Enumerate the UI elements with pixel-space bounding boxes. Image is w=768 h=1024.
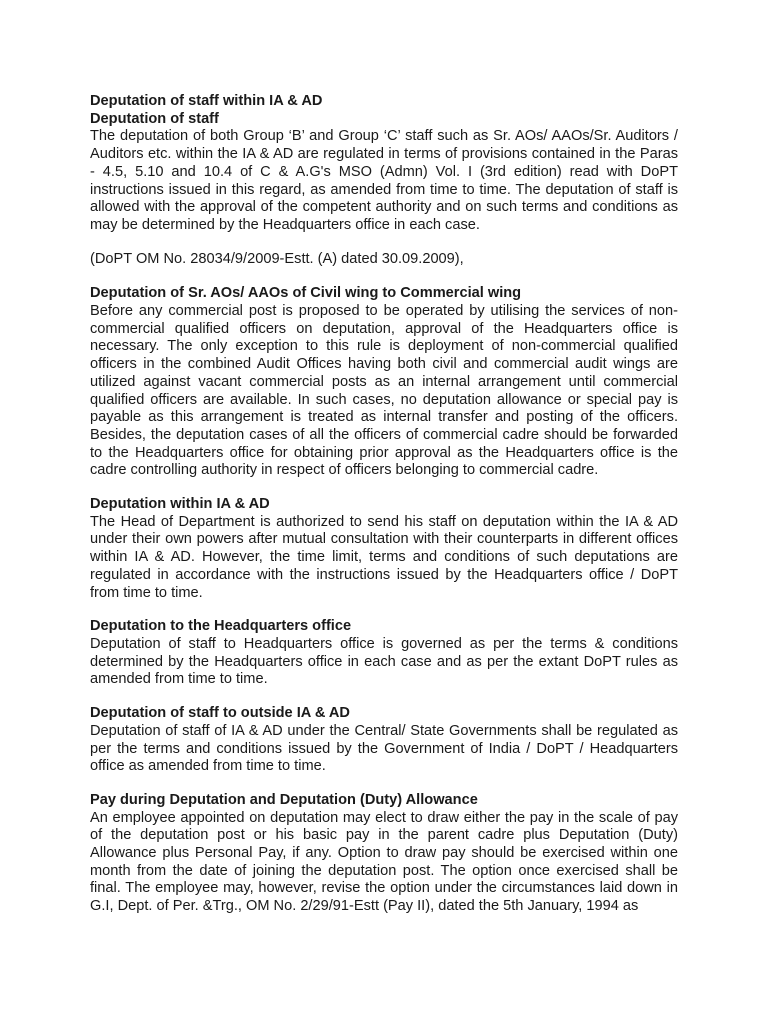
section-heading: Deputation of staff to outside IA & AD: [90, 705, 350, 722]
document-page: [90, 93, 678, 916]
section-body: Deputation of staff to Headquarters office is governed as per the terms & conditions determined by the Headquarters office in each case and as per the extant DoPT rules as amended from time to time.: [90, 635, 678, 688]
document-title: Deputation of staff within IA & AD: [90, 93, 323, 109]
section-heading: Deputation to the Headquarters office: [90, 618, 352, 635]
section-heading: Deputation of staff: [90, 110, 219, 127]
section-body: Before any commercial post is proposed to be operated by utilising the services of non-commercial qualified officers on deputation, approval of the Headquarters office is necessary. The only exception to this rule is deployment of non-commercial qualified officers in the combined Audit Offices having both civil and commercial audit wings are utilized against vacant commercial posts as an internal arrangement until commercial qualified officers are available. In such cases, no deputation allowance or special pay is payable as this arrangement is treated as internal transfer and posting of the officers. Besides, the deputation cases of all the officers of commercial cadre should be forwarded to the Headquarters office for obtaining prior approval as the Headquarters office is the cadre controlling authority in respect of officers belonging to commercial cadre.: [90, 303, 678, 479]
section-body: The deputation of both Group ‘B’ and Group ‘C’ staff such as Sr. AOs/ AAOs/Sr. Auditors / Auditors etc. within the IA & AD are regulated in terms of provisions contained in the Paras - 4.5, 5.10 and 10.4 of C & A.G's MSO (Admn) Vol. I (3rd edition) read with DoPT instructions issued in this regard, as amended from time to time. The deputation of staff is allowed with the approval of the competent authority and on such terms and conditions as may be determined by the Headquarters office in each case.: [90, 128, 678, 233]
section-body: The Head of Department is authorized to send his staff on deputation within the IA & AD under their own powers after mutual consultation with their counterparts in different offices within IA & AD. However, the time limit, terms and conditions of such deputations are regulated in accordance with the instructions issued by the Headquarters office / DoPT from time to time.: [90, 513, 678, 601]
citation: (DoPT OM No. 28034/9/2009-Estt. (A) dated 30.09.2009),: [90, 250, 464, 267]
section-heading: Deputation of Sr. AOs/ AAOs of Civil wing to Commercial wing: [90, 285, 522, 302]
section-body: Deputation of staff of IA & AD under the Central/ State Governments shall be regulated as per the terms and conditions issued by the Government of India / DoPT / Headquarters office as amended from time to time.: [90, 722, 678, 775]
section-body: An employee appointed on deputation may elect to draw either the pay in the scale of pay of the deputation post or his basic pay in the parent cadre plus Deputation (Duty) Allowance plus Personal Pay, if any. Option to draw pay should be exercised within one month from the date of joining the deputation post. The option once exercised shall be final. The employee may, however, revise the option under the circumstances laid down in G.I, Dept. of Per. &Trg., OM No. 2/29/91-Estt (Pay II), dated the 5th January, 1994 as: [90, 809, 678, 915]
section-heading: Pay during Deputation and Deputation (Duty) Allowance: [90, 791, 478, 808]
section-heading: Deputation within IA & AD: [90, 496, 270, 513]
